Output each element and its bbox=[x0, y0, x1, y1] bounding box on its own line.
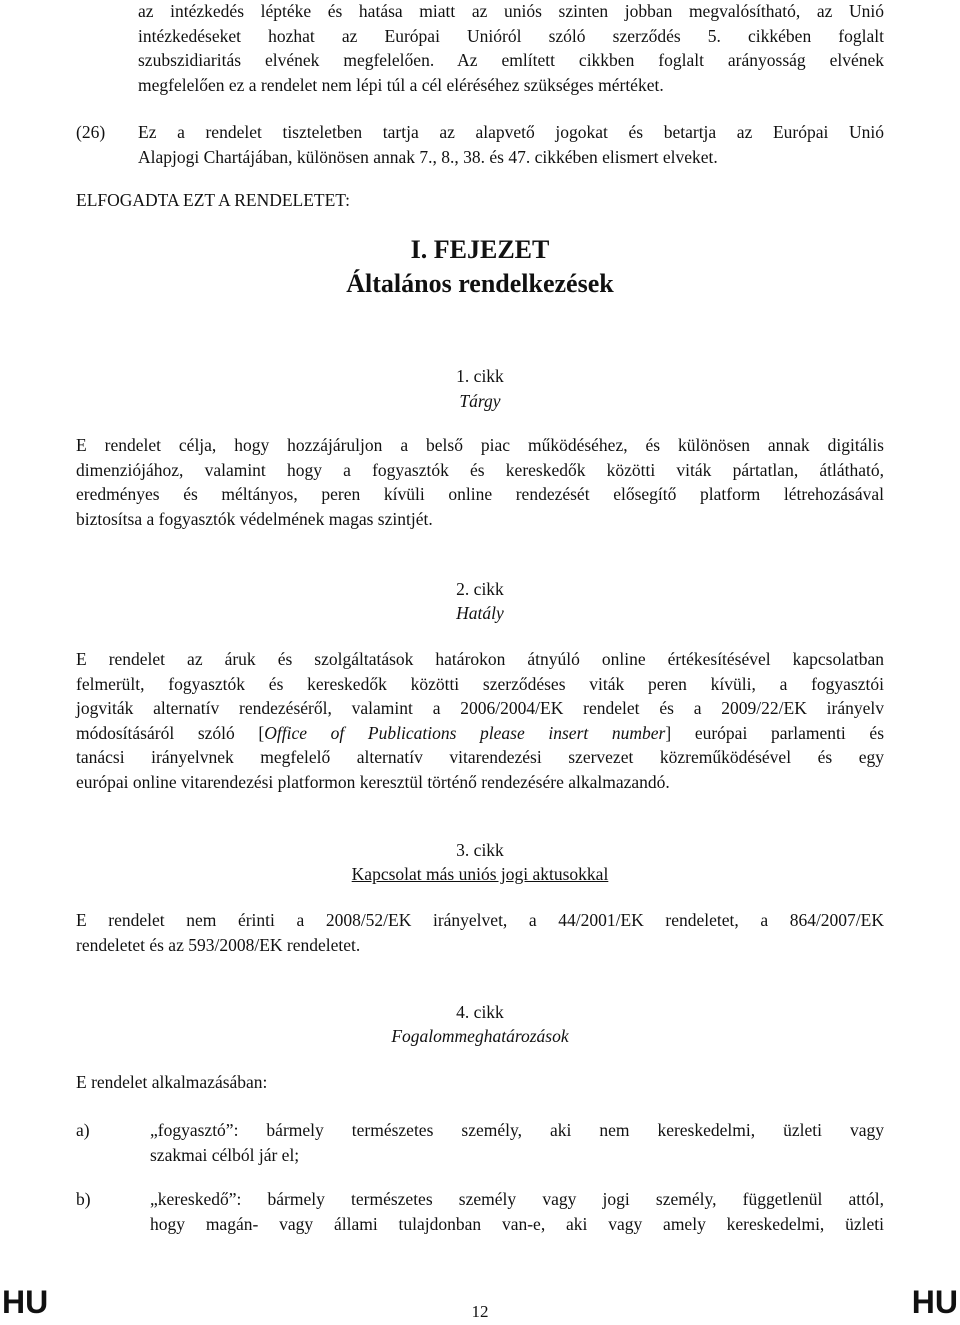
paragraph-line: dimenziójához, valamint hogy a fogyasztók és kereskedők közötti viták pártatlan, átlátható, bbox=[76, 459, 884, 480]
article-number: 2. cikk bbox=[456, 579, 504, 599]
list-item bbox=[150, 1118, 884, 1167]
article-number: 4. cikk bbox=[456, 1002, 504, 1022]
article-intro: E rendelet alkalmazásában: bbox=[76, 1072, 268, 1092]
paragraph-line: Ez a rendelet tiszteletben tartja az alapvető jogokat és betartja az Európai Unió bbox=[138, 122, 884, 142]
paragraph-line: biztosítsa a fogyasztók védelmének magas szintjét. bbox=[76, 508, 433, 529]
paragraph-line: szakmai célból jár el; bbox=[150, 1144, 300, 1165]
article-number: 1. cikk bbox=[456, 366, 504, 386]
recital-number: (26) bbox=[76, 122, 106, 142]
article-title: Fogalommeghatározások bbox=[391, 1026, 569, 1046]
article-number: 3. cikk bbox=[456, 840, 504, 860]
paragraph-line: E rendelet nem érinti a 2008/52/EK irányelvet, a 44/2001/EK rendeletet, a 864/2007/EK bbox=[76, 910, 884, 930]
text-segment: módosításáról szóló [ bbox=[76, 722, 265, 743]
paragraph-line: „kereskedő”: bármely természetes személy vagy jogi személy, függetlenül attól, bbox=[150, 1189, 884, 1209]
article-body bbox=[76, 908, 884, 957]
article-title: Hatály bbox=[456, 603, 504, 623]
page-number: 12 bbox=[471, 1302, 489, 1321]
paragraph-line: európai online vitarendezési platformon keresztül történő rendezésére alkalmazandó. bbox=[76, 771, 670, 792]
footer-language-right: HU bbox=[911, 1284, 958, 1320]
list-item-label: b) bbox=[76, 1189, 91, 1209]
paragraph-line: Alapjogi Chartájában, különösen annak 7., 8., 38. és 47. cikkében elismert elveket. bbox=[138, 146, 718, 167]
article-body bbox=[76, 647, 884, 794]
list-item bbox=[150, 1187, 884, 1236]
chapter-title: Általános rendelkezések bbox=[346, 269, 614, 298]
paragraph-line: felmerült, fogyasztók és kereskedők közötti szerződéses viták peren kívüli, a fogyasztói bbox=[76, 673, 884, 694]
footer-language-left: HU bbox=[2, 1284, 49, 1320]
article-title: Kapcsolat más uniós jogi aktusokkal bbox=[351, 864, 609, 884]
paragraph-line: E rendelet célja, hogy hozzájáruljon a belső piac működéséhez, és különösen annak digitális bbox=[76, 435, 884, 455]
paragraph-line: szubszidiaritás elvének megfelelően. Az említett cikkben foglalt arányosság elvének bbox=[138, 50, 884, 70]
italic-placeholder: Office of Publications please insert number bbox=[264, 722, 666, 743]
article-title: Tárgy bbox=[459, 391, 501, 411]
adoption-formula: ELFOGADTA EZT A RENDELETET: bbox=[76, 190, 350, 210]
paragraph-line: rendeletet és az 593/2008/EK rendeletet. bbox=[76, 934, 361, 955]
paragraph-line: eredményes és méltányos, peren kívüli online rendezését elősegítő platform létrehozásával bbox=[76, 484, 884, 504]
paragraph-line: E rendelet az áruk és szolgáltatások határokon átnyúló online értékesítésével kapcsolatban bbox=[76, 649, 884, 669]
chapter-number: I. FEJEZET bbox=[410, 235, 550, 264]
paragraph-line: az intézkedés léptéke és hatása miatt az uniós szinten jobban megvalósítható, az Unió bbox=[138, 1, 884, 21]
list-item-label: a) bbox=[76, 1120, 90, 1140]
paragraph-line: intézkedéseket hozhat az Európai Unióról szóló szerződés 5. cikkében foglalt bbox=[138, 25, 884, 46]
paragraph-line: tanácsi irányelvnek megfelelő alternatív vitarendezési szervezet közreműködésével és egy bbox=[76, 747, 884, 767]
paragraph-line bbox=[76, 721, 884, 746]
paragraph-line: jogviták alternatív rendezéséről, valamint a 2006/2004/EK rendelet és a 2009/22/EK irányelv bbox=[76, 698, 884, 718]
continuation-paragraph bbox=[138, 0, 884, 97]
text-segment: ] európai parlamenti és bbox=[665, 722, 885, 743]
paragraph-line: „fogyasztó”: bármely természetes személy, aki nem kereskedelmi, üzleti vagy bbox=[150, 1120, 884, 1140]
article-body bbox=[76, 433, 884, 531]
paragraph-line: hogy magán- vagy állami tulajdonban van-e, aki vagy amely kereskedelmi, üzleti bbox=[150, 1213, 884, 1234]
recital-text bbox=[138, 120, 884, 169]
paragraph-line: megfelelően ez a rendelet nem lépi túl a cél eléréséhez szükséges mértéket. bbox=[138, 74, 664, 95]
